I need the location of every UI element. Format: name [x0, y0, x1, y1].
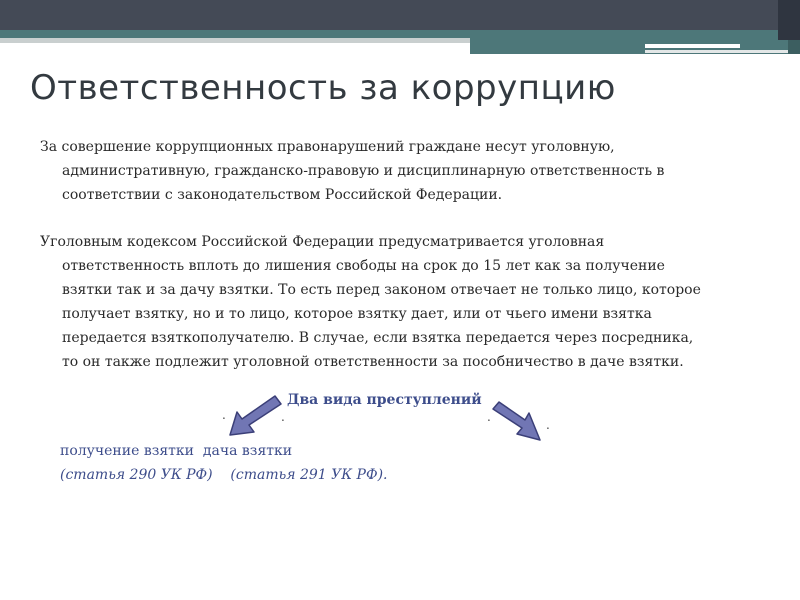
- header-teal-corner: [788, 40, 800, 54]
- crime-types-heading: Два вида преступлений: [287, 392, 482, 408]
- paragraph-criminal-code: [40, 230, 740, 374]
- crime-types-line: получение взятки дача взятки: [60, 443, 293, 459]
- paragraph-line: административную, гражданско-правовую и дисциплинарную ответственность в: [62, 163, 665, 179]
- slide-title: Ответственность за коррупцию: [30, 68, 616, 108]
- arrow-down-left-icon: [225, 394, 285, 442]
- paragraph-line: взятки так и за дачу взятки. То есть перед законом отвечает не только лицо, которое: [62, 282, 701, 298]
- paragraph-responsibility: [40, 135, 740, 207]
- paragraph-line: ответственность вплоть до лишения свободы на срок до 15 лет как за получение: [62, 258, 665, 274]
- header-accent-line-2: [645, 50, 790, 53]
- header-light-stripe: [0, 38, 470, 43]
- paragraph-line: то он также подлежит уголовной ответственности за пособничество в даче взятки.: [62, 354, 684, 370]
- header-bar: [0, 0, 800, 30]
- arrow-shape: [493, 402, 540, 440]
- paragraph-line: соответствии с законодательством Российской Федерации.: [62, 187, 503, 203]
- paragraph-line: передается взяткополучателю. В случае, если взятка передается через посредника,: [62, 330, 694, 346]
- arrow-shape: [230, 396, 281, 435]
- header-dark-corner: [778, 0, 800, 40]
- crime-articles-line: (статья 290 УК РФ) (статья 291 УК РФ).: [60, 467, 388, 483]
- dot-marker: .: [281, 410, 285, 424]
- paragraph-line: получает взятку, но и то лицо, которое взятку дает, или от чьего имени взятка: [62, 306, 652, 322]
- dot-marker: .: [546, 418, 550, 432]
- dot-marker: .: [222, 408, 226, 422]
- paragraph-line: За совершение коррупционных правонарушений граждане несут уголовную,: [40, 139, 615, 155]
- dot-marker: .: [487, 410, 491, 424]
- header-accent-line: [645, 44, 740, 48]
- arrow-down-right-icon: [490, 400, 546, 446]
- paragraph-line: Уголовным кодексом Российской Федерации предусматривается уголовная: [40, 234, 605, 250]
